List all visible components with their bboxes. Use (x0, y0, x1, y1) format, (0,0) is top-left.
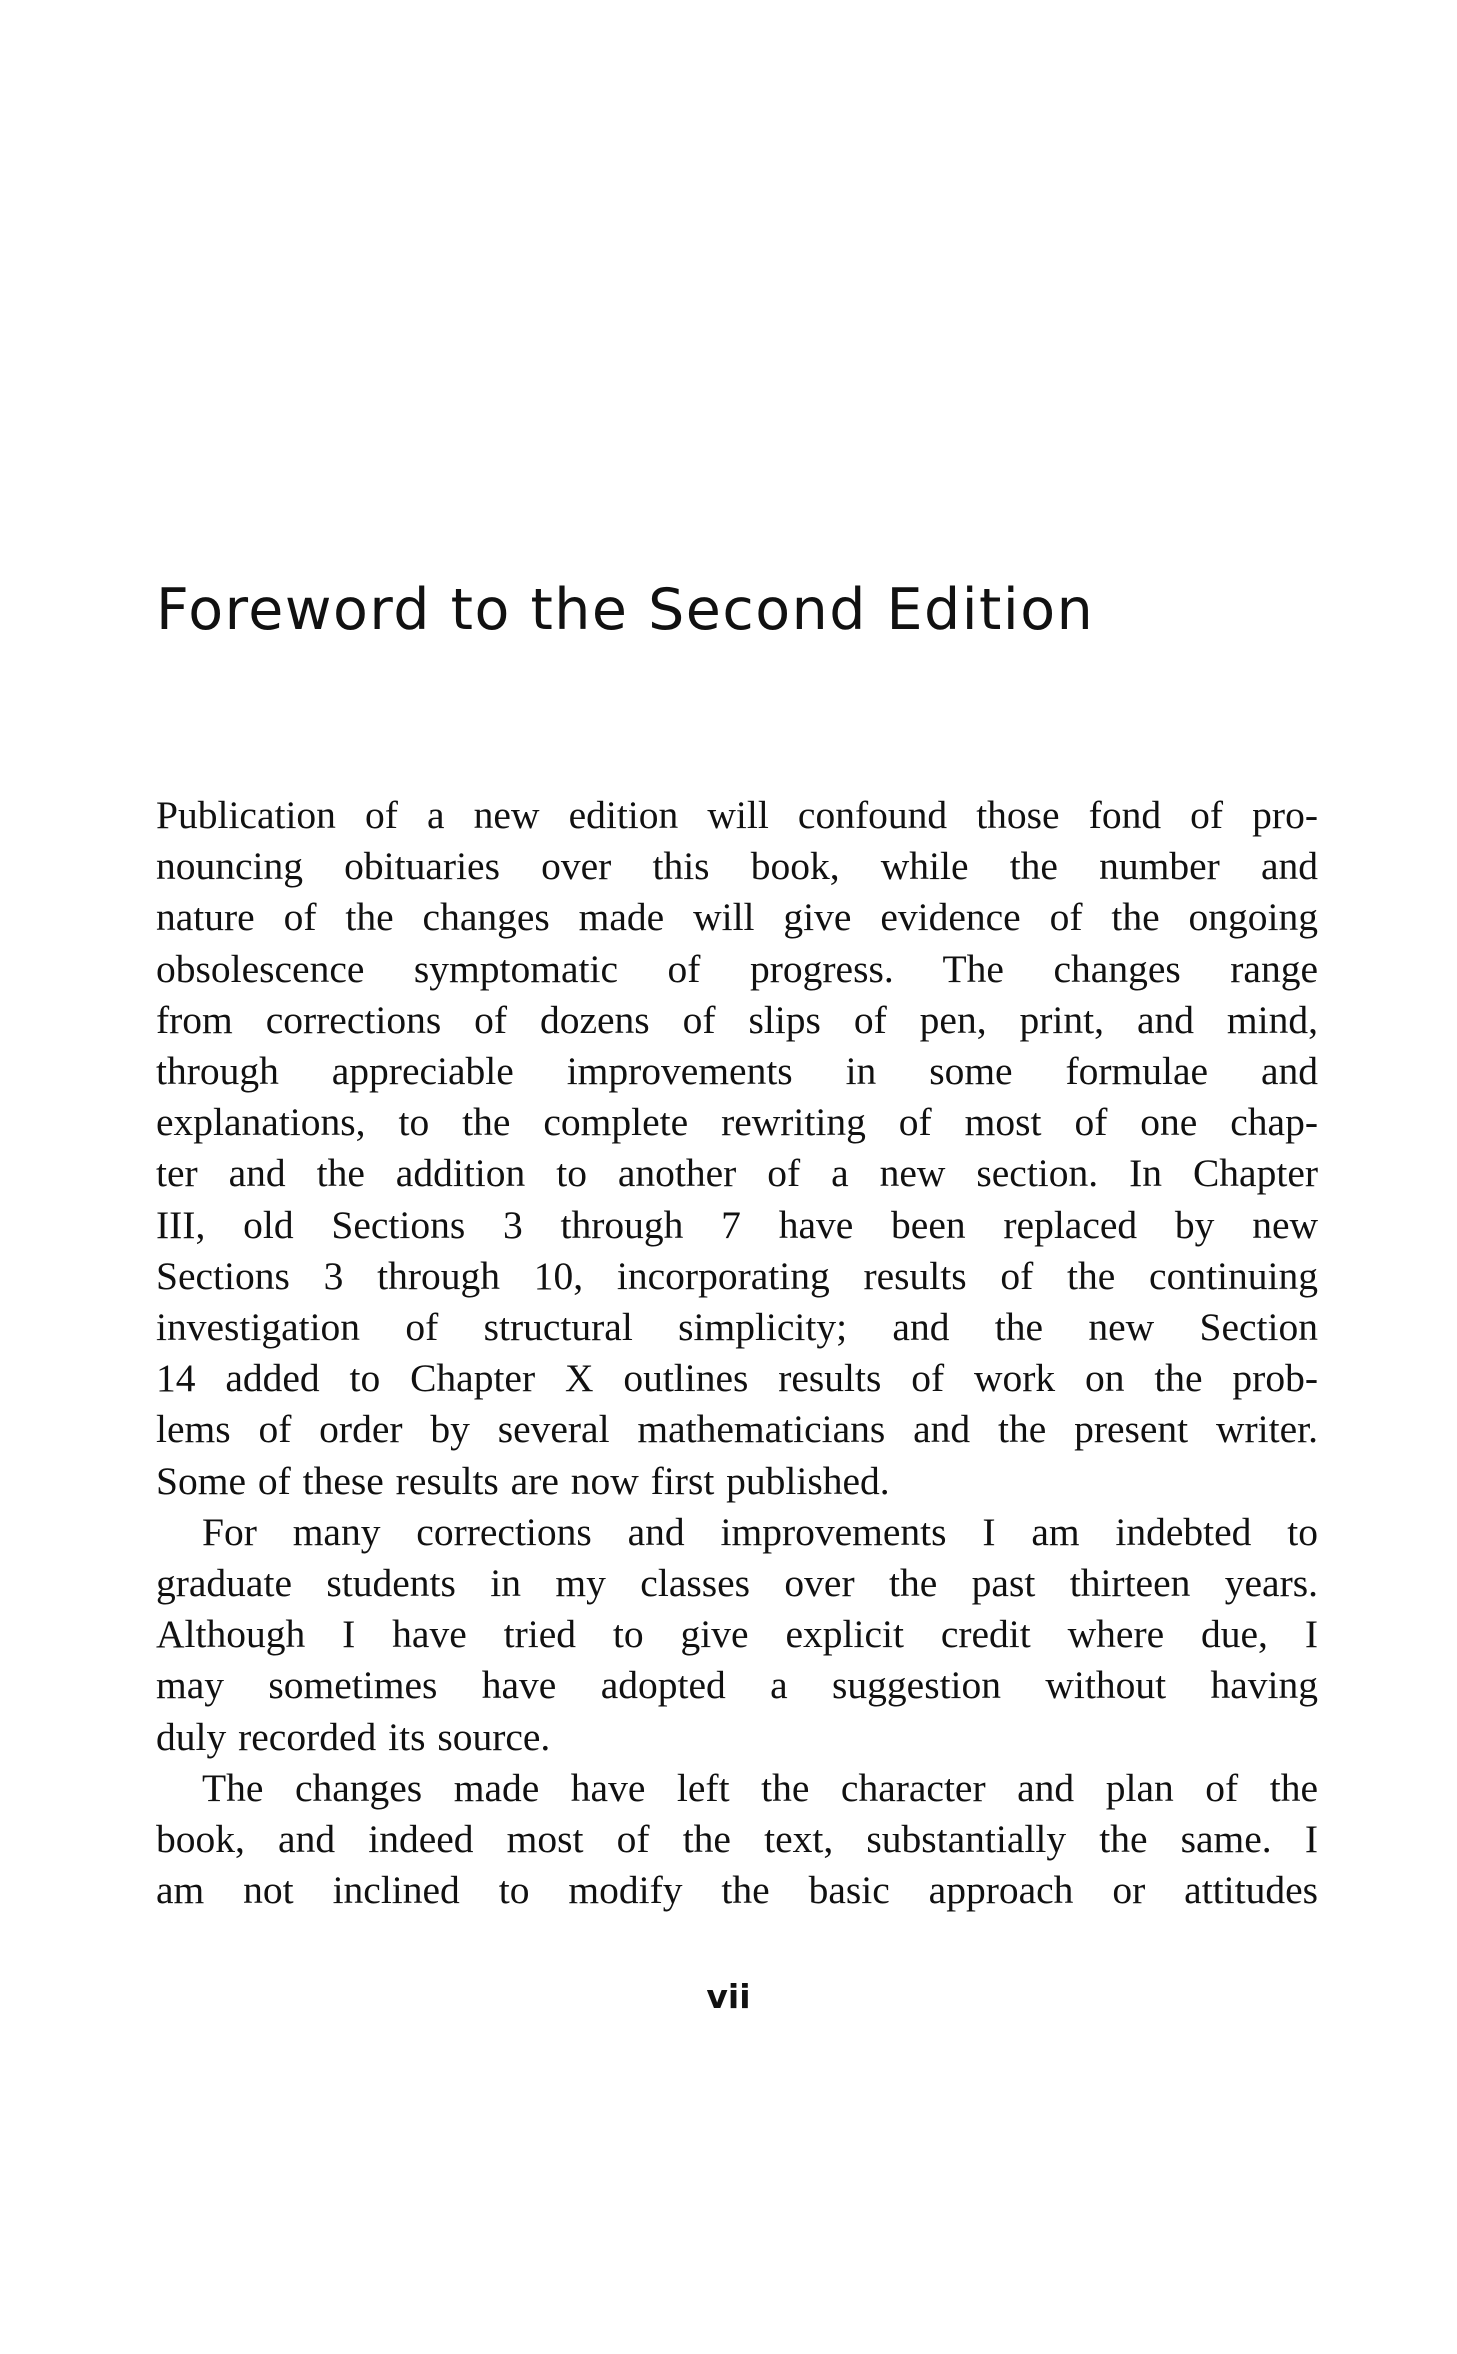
text-line: obsolescence symptomatic of progress. The changes range (156, 946, 1318, 991)
text-line: Sections 3 through 10, incorporating results of the continuing (156, 1253, 1318, 1298)
text-line: am not inclined to modify the basic approach or attitudes (156, 1868, 1318, 1913)
text-line: duly recorded its source. (156, 1714, 551, 1759)
text-line: nouncing obituaries over this book, while the number and (156, 844, 1318, 889)
text-line: Although I have tried to give explicit credit where due, I (156, 1612, 1318, 1657)
text-line: 14 added to Chapter X outlines results of work on the prob- (156, 1356, 1318, 1401)
text-line: book, and indeed most of the text, substantially the same. I (156, 1817, 1318, 1862)
page-number: vii (706, 1977, 751, 2016)
paragraph-2 (156, 1507, 1318, 1763)
paragraph-1 (156, 790, 1318, 1507)
text-line: investigation of structural simplicity; and the new Section (156, 1305, 1318, 1350)
text-line: Some of these results are now first published. (156, 1458, 890, 1503)
text-line: The changes made have left the character and plan of the (202, 1765, 1318, 1810)
text-line: Publication of a new edition will confound those fond of pro- (156, 793, 1318, 837)
text-line: ter and the addition to another of a new section. In Chapter (156, 1151, 1318, 1196)
text-line: For many corrections and improvements I am indebted to (202, 1509, 1318, 1554)
text-line: explanations, to the complete rewriting of most of one chap- (156, 1100, 1318, 1145)
text-line: may sometimes have adopted a suggestion without having (156, 1663, 1318, 1708)
text-line: graduate students in my classes over the past thirteen years. (156, 1561, 1318, 1606)
text-line: through appreciable improvements in some formulae and (156, 1049, 1318, 1094)
page-title: Foreword to the Second Edition (156, 577, 1095, 643)
foreword-body (156, 790, 1318, 1916)
text-line: nature of the changes made will give evidence of the ongoing (156, 895, 1318, 940)
paragraph-3 (156, 1763, 1318, 1917)
text-line: III, old Sections 3 through 7 have been replaced by new (156, 1202, 1318, 1247)
text-line: lems of order by several mathematicians and the present writer. (156, 1407, 1318, 1452)
text-line: from corrections of dozens of slips of pen, print, and mind, (156, 997, 1318, 1042)
